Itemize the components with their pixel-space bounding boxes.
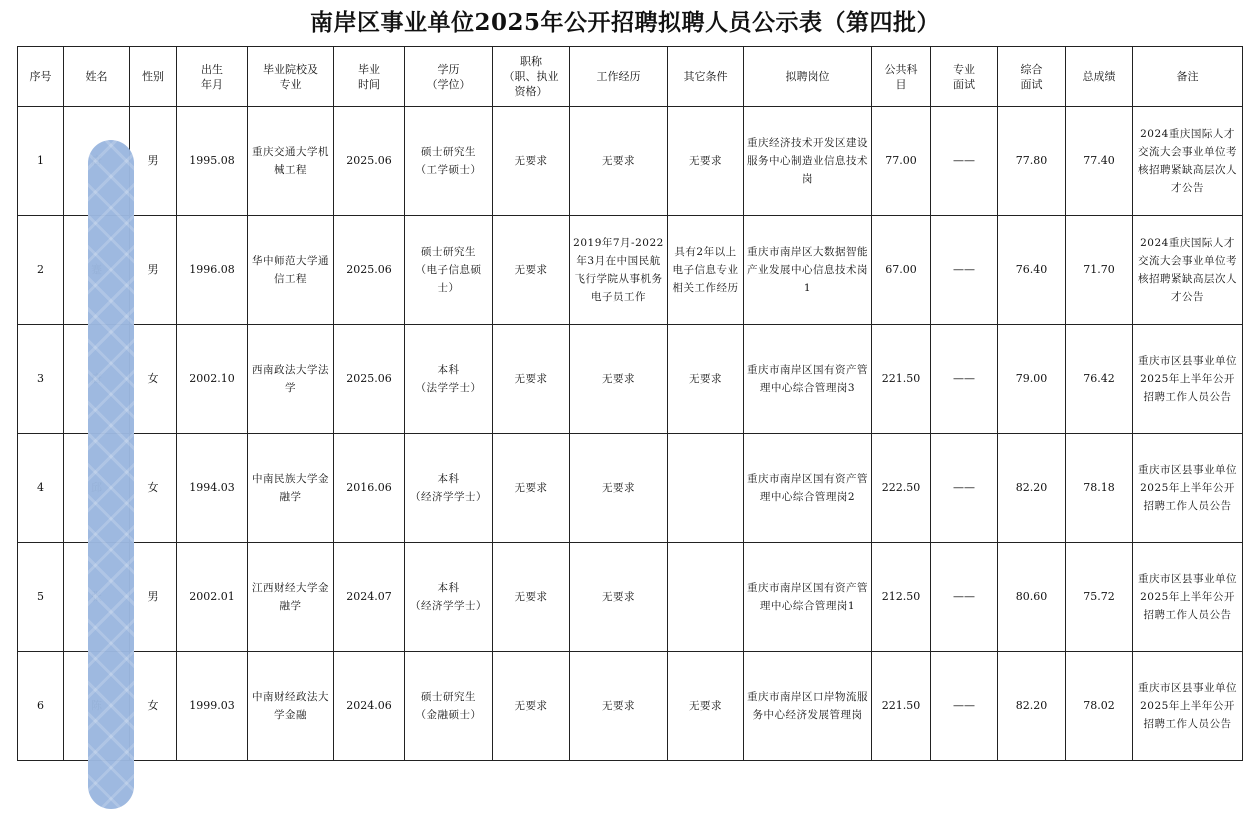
school-major: 中南民族大学金融学 — [248, 434, 334, 543]
other-conditions: 无要求 — [668, 107, 744, 216]
column-header: 综合 面试 — [998, 47, 1066, 107]
school-major: 重庆交通大学机械工程 — [248, 107, 334, 216]
gender: 男 — [130, 216, 177, 325]
table-row — [18, 434, 1243, 543]
work-experience: 无要求 — [570, 434, 668, 543]
graduation-date: 2025.06 — [334, 216, 405, 325]
table-body — [18, 107, 1243, 761]
other-conditions: 具有2年以上电子信息专业相关工作经历 — [668, 216, 744, 325]
column-header: 序号 — [18, 47, 64, 107]
public-subject-score: 212.50 — [872, 543, 931, 652]
table-row — [18, 652, 1243, 761]
remarks: 重庆市区县事业单位2025年上半年公开招聘工作人员公告 — [1133, 434, 1243, 543]
school-major: 西南政法大学法学 — [248, 325, 334, 434]
education-degree: 本科 （法学学士） — [405, 325, 493, 434]
professional-interview: —— — [931, 325, 998, 434]
proposed-post: 重庆经济技术开发区建设服务中心制造业信息技术岗 — [744, 107, 872, 216]
overall-interview-score: 76.40 — [998, 216, 1066, 325]
public-subject-score: 221.50 — [872, 325, 931, 434]
education-degree: 硕士研究生 （金融硕士） — [405, 652, 493, 761]
work-experience: 无要求 — [570, 107, 668, 216]
birth-month: 1996.08 — [177, 216, 248, 325]
gender: 女 — [130, 325, 177, 434]
birth-month: 2002.10 — [177, 325, 248, 434]
gender: 女 — [130, 652, 177, 761]
row-number: 5 — [18, 543, 64, 652]
birth-month: 1995.08 — [177, 107, 248, 216]
professional-interview: —— — [931, 107, 998, 216]
professional-title: 无要求 — [493, 543, 570, 652]
overall-interview-score: 82.20 — [998, 434, 1066, 543]
total-score: 77.40 — [1066, 107, 1133, 216]
graduation-date: 2025.06 — [334, 107, 405, 216]
other-conditions — [668, 543, 744, 652]
work-experience: 无要求 — [570, 325, 668, 434]
column-header: 职称 （职、执业 资格） — [493, 47, 570, 107]
total-score: 76.42 — [1066, 325, 1133, 434]
column-header: 拟聘岗位 — [744, 47, 872, 107]
proposed-post: 重庆市南岸区大数据智能产业发展中心信息技术岗1 — [744, 216, 872, 325]
professional-interview: —— — [931, 543, 998, 652]
remarks: 2024重庆国际人才交流大会事业单位考核招聘紧缺高层次人才公告 — [1133, 216, 1243, 325]
remarks: 重庆市区县事业单位2025年上半年公开招聘工作人员公告 — [1133, 652, 1243, 761]
education-degree: 本科 （经济学学士） — [405, 434, 493, 543]
birth-month: 1999.03 — [177, 652, 248, 761]
school-major: 中南财经政法大学金融 — [248, 652, 334, 761]
other-conditions — [668, 434, 744, 543]
professional-interview: —— — [931, 652, 998, 761]
table-row — [18, 325, 1243, 434]
column-header: 总成绩 — [1066, 47, 1133, 107]
public-subject-score: 67.00 — [872, 216, 931, 325]
table-row — [18, 107, 1243, 216]
column-header: 其它条件 — [668, 47, 744, 107]
education-degree: 本科 （经济学学士） — [405, 543, 493, 652]
work-experience: 2019年7月-2022年3月在中国民航飞行学院从事机务电子员工作 — [570, 216, 668, 325]
remarks: 重庆市区县事业单位2025年上半年公开招聘工作人员公告 — [1133, 543, 1243, 652]
recruitment-table — [17, 46, 1243, 761]
proposed-post: 重庆市南岸区国有资产管理中心综合管理岗3 — [744, 325, 872, 434]
row-number: 4 — [18, 434, 64, 543]
gender: 女 — [130, 434, 177, 543]
proposed-post: 重庆市南岸区国有资产管理中心综合管理岗2 — [744, 434, 872, 543]
gender: 男 — [130, 543, 177, 652]
graduation-date: 2024.06 — [334, 652, 405, 761]
work-experience: 无要求 — [570, 543, 668, 652]
overall-interview-score: 82.20 — [998, 652, 1066, 761]
column-header: 姓名 — [64, 47, 130, 107]
education-degree: 硕士研究生 （工学硕士） — [405, 107, 493, 216]
total-score: 75.72 — [1066, 543, 1133, 652]
column-header: 学历 （学位） — [405, 47, 493, 107]
column-header: 性别 — [130, 47, 177, 107]
professional-title: 无要求 — [493, 107, 570, 216]
public-subject-score: 222.50 — [872, 434, 931, 543]
birth-month: 1994.03 — [177, 434, 248, 543]
other-conditions: 无要求 — [668, 325, 744, 434]
name-redaction-mask — [88, 140, 134, 809]
graduation-date: 2016.06 — [334, 434, 405, 543]
overall-interview-score: 79.00 — [998, 325, 1066, 434]
column-header: 毕业院校及 专业 — [248, 47, 334, 107]
work-experience: 无要求 — [570, 652, 668, 761]
table-row — [18, 216, 1243, 325]
column-header: 公共科 目 — [872, 47, 931, 107]
professional-title: 无要求 — [493, 652, 570, 761]
column-header: 备注 — [1133, 47, 1243, 107]
public-subject-score: 77.00 — [872, 107, 931, 216]
graduation-date: 2025.06 — [334, 325, 405, 434]
proposed-post: 重庆市南岸区国有资产管理中心综合管理岗1 — [744, 543, 872, 652]
table-row — [18, 543, 1243, 652]
column-header: 毕业 时间 — [334, 47, 405, 107]
professional-title: 无要求 — [493, 434, 570, 543]
row-number: 3 — [18, 325, 64, 434]
column-header: 出生 年月 — [177, 47, 248, 107]
professional-title: 无要求 — [493, 325, 570, 434]
other-conditions: 无要求 — [668, 652, 744, 761]
row-number: 2 — [18, 216, 64, 325]
professional-title: 无要求 — [493, 216, 570, 325]
professional-interview: —— — [931, 216, 998, 325]
birth-month: 2002.01 — [177, 543, 248, 652]
total-score: 78.02 — [1066, 652, 1133, 761]
total-score: 71.70 — [1066, 216, 1133, 325]
graduation-date: 2024.07 — [334, 543, 405, 652]
header-row — [18, 47, 1243, 107]
public-subject-score: 221.50 — [872, 652, 931, 761]
page-title: 南岸区事业单位2025年公开招聘拟聘人员公示表（第四批） — [309, 9, 940, 36]
row-number: 1 — [18, 107, 64, 216]
overall-interview-score: 77.80 — [998, 107, 1066, 216]
overall-interview-score: 80.60 — [998, 543, 1066, 652]
education-degree: 硕士研究生 （电子信息硕士） — [405, 216, 493, 325]
total-score: 78.18 — [1066, 434, 1133, 543]
school-major: 华中师范大学通信工程 — [248, 216, 334, 325]
gender: 男 — [130, 107, 177, 216]
row-number: 6 — [18, 652, 64, 761]
remarks: 2024重庆国际人才交流大会事业单位考核招聘紧缺高层次人才公告 — [1133, 107, 1243, 216]
proposed-post: 重庆市南岸区口岸物流服务中心经济发展管理岗 — [744, 652, 872, 761]
column-header: 工作经历 — [570, 47, 668, 107]
remarks: 重庆市区县事业单位2025年上半年公开招聘工作人员公告 — [1133, 325, 1243, 434]
professional-interview: —— — [931, 434, 998, 543]
column-header: 专业 面试 — [931, 47, 998, 107]
school-major: 江西财经大学金融学 — [248, 543, 334, 652]
